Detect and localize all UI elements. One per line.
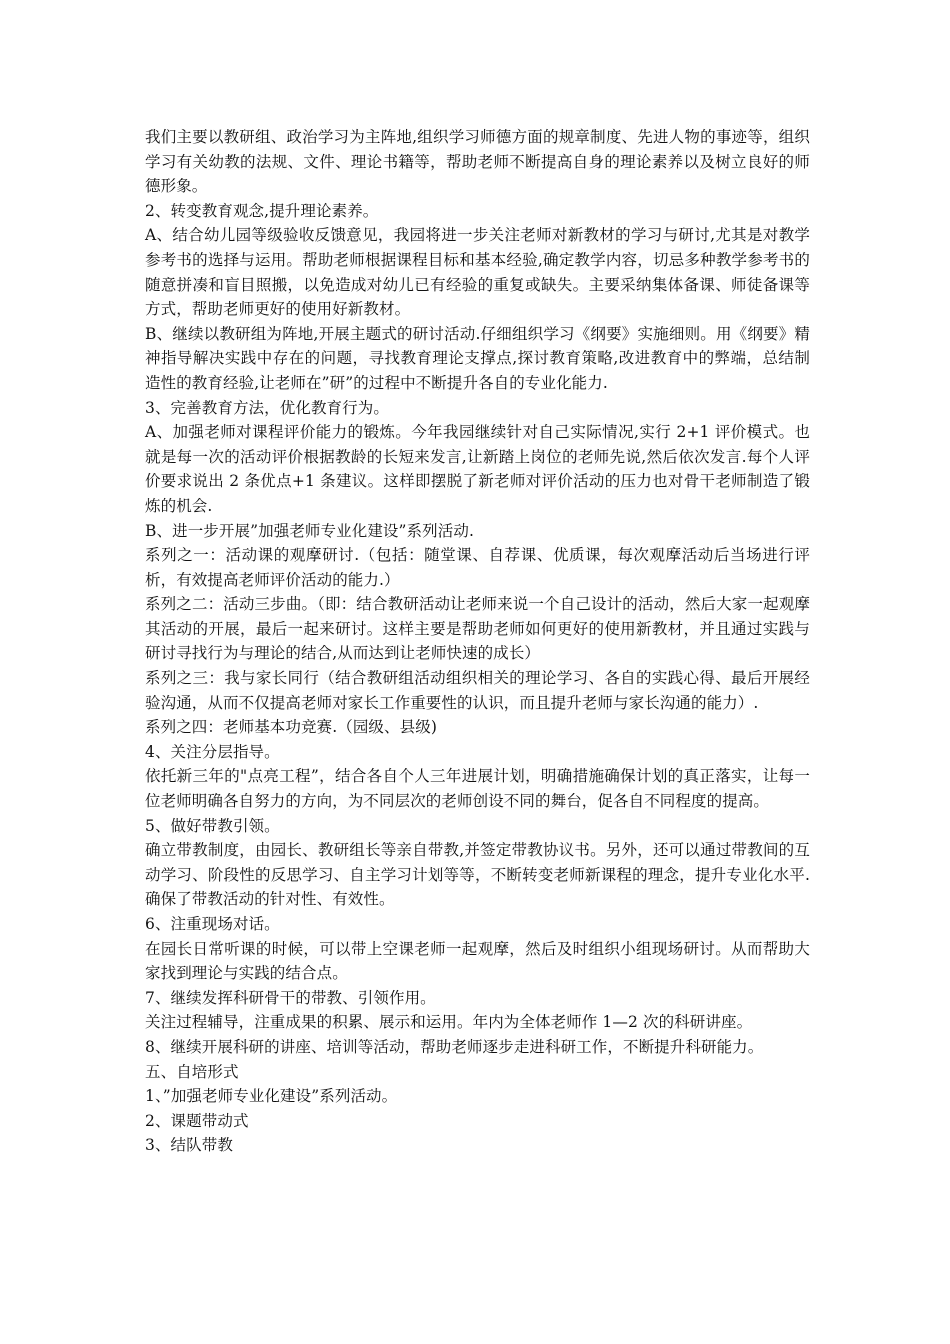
paragraph-3b: B、进一步开展”加强老师专业化建设”系列活动. — [145, 521, 474, 540]
paragraph-4: 依托新三年的"点亮工程”，结合各自个人三年进展计划，明确措施确保计划的真正落实，让每一位老师明确各自努力的方向，为不同层次的老师创设不同的舞台，促各自不同程度的提高。 — [145, 767, 810, 811]
paragraph-6: 在园长日常听课的时候，可以带上空课老师一起观摩，然后及时组织小组现场研讨。从而帮助大家找到理论与实践的结合点。 — [145, 939, 810, 983]
paragraph-3a: A、加强老师对课程评价能力的锻炼。今年我园继续针对自己实际情况,实行 2+1 评价模式。也就是每一次的活动评价根据教龄的长短来发言,让新踏上岗位的老师先说,然后依次发言.每个人评价要求说出 2 条优点+1 条建议。这样即摆脱了新老师对评价活动的压力也对骨干老师制造了锻炼的机会. — [145, 423, 810, 515]
heading-7: 7、继续发挥科研骨干的带教、引领作用。 — [145, 988, 436, 1007]
paragraph-7: 关注过程辅导，注重成果的积累、展示和运用。年内为全体老师作 1—2 次的科研讲座。 — [145, 1013, 753, 1032]
paragraph-intro: 我们主要以教研组、政治学习为主阵地,组织学习师德方面的规章制度、先进人物的事迹等，组织学习有关幼教的法规、文件、理论书籍等，帮助老师不断提高自身的理论素养以及树立良好的师德形象。 — [145, 128, 810, 196]
heading-8: 8、继续开展科研的讲座、培训等活动，帮助老师逐步走进科研工作，不断提升科研能力。 — [145, 1037, 764, 1056]
document-body — [145, 125, 810, 1158]
form-item-3: 3、结队带教 — [145, 1136, 233, 1155]
series-3: 系列之三：我与家长同行（结合教研组活动组织相关的理论学习、各自的实践心得、最后开展经验沟通，从而不仅提高老师对家长工作重要性的认识，而且提升老师与家长沟通的能力）. — [145, 669, 810, 712]
paragraph-2a: A、结合幼儿园等级验收反馈意见，我园将进一步关注老师对新教材的学习与研讨,尤其是对教学参考书的选择与运用。帮助老师根据课程目标和基本经验,确定教学内容，切忌多种教学参考书的随意拼凑和盲目照搬，以免造成对幼儿已有经验的重复或缺失。主要采纳集体备课、师徒备课等方式，帮助老师更好的使用好新教材。 — [145, 226, 810, 319]
heading-6: 6、注重现场对话。 — [145, 915, 280, 933]
section-heading-5: 五、自培形式 — [145, 1062, 239, 1081]
heading-2: 2、转变教育观念,提升理论素养。 — [145, 201, 379, 220]
series-4: 系列之四：老师基本功竞赛.（园级、县级) — [145, 718, 437, 737]
heading-3: 3、完善教育方法，优化教育行为。 — [145, 398, 389, 417]
series-2: 系列之二：活动三步曲。（即：结合教研活动让老师来说一个自己设计的活动，然后大家一起观摩其活动的开展，最后一起来研讨。这样主要是帮助老师如何更好的使用新教材，并且通过实践与研讨寻找行为与理论的结合,从而达到让老师快速的成长） — [145, 595, 810, 663]
paragraph-2b: B、继续以教研组为阵地,开展主题式的研讨活动.仔细组织学习《纲要》实施细则。用《纲要》精神指导解决实践中存在的问题，寻找教育理论支撑点,探讨教育策略,改进教育中的弊端，总结制造性的教育经验,让老师在”研”的过程中不断提升各自的专业化能力. — [145, 324, 810, 392]
heading-5: 5、做好带教引领。 — [145, 816, 280, 835]
heading-4: 4、关注分层指导。 — [145, 742, 280, 761]
paragraph-5: 确立带教制度，由园长、教研组长等亲自带教,并签定带教协议书。另外，还可以通过带教间的互动学习、阶段性的反思学习、自主学习计划等等，不断转变老师新课程的理念，提升专业化水平.确保了带教活动的针对性、有效性。 — [145, 841, 810, 909]
form-item-2: 2、课题带动式 — [145, 1111, 249, 1130]
form-item-1: 1、”加强老师专业化建设”系列活动。 — [145, 1087, 398, 1106]
series-1: 系列之一：活动课的观摩研讨.（包括：随堂课、自荐课、优质课，每次观摩活动后当场进行评析，有效提高老师评价活动的能力.） — [145, 546, 810, 589]
